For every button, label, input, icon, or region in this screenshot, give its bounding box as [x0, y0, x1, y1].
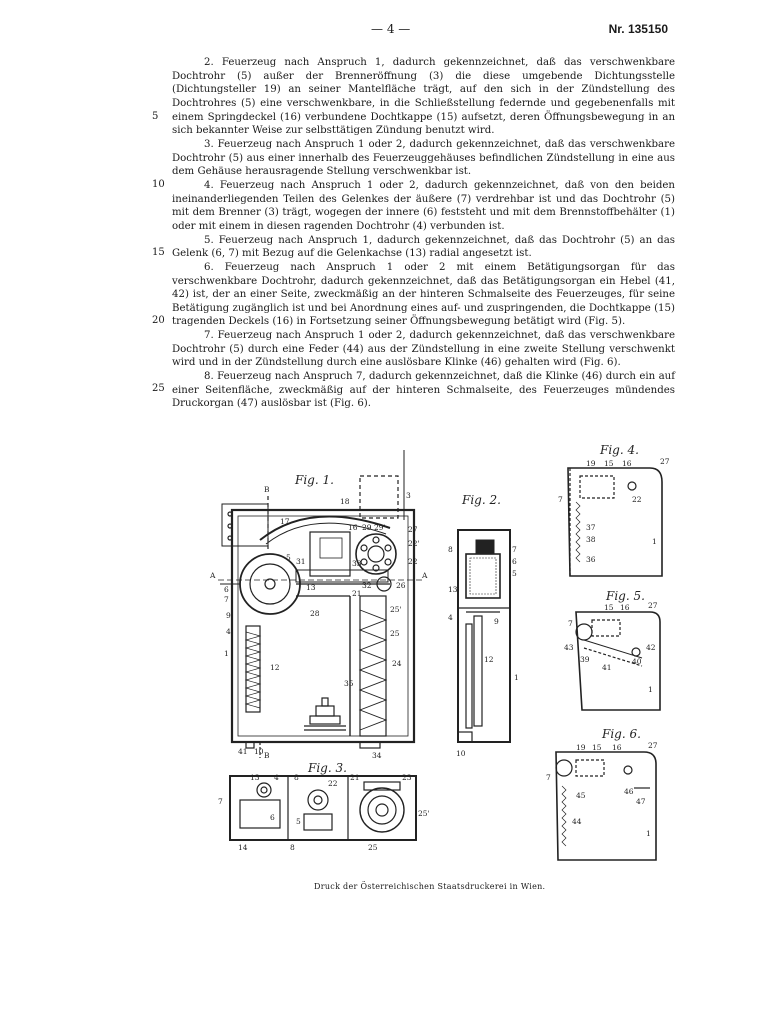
ref-label: 10: [456, 749, 466, 758]
ref-label: 46: [624, 787, 634, 796]
ref-label: 7: [568, 619, 573, 628]
technical-drawings: [200, 440, 680, 880]
ref-label: 28: [310, 609, 320, 618]
drawings-svg: [200, 440, 680, 880]
ref-label: 16: [620, 603, 630, 612]
claim-paragraph: 8. Feuerzeug nach Anspruch 7, dadurch gekennzeichnet, daß die Klinke (46) durch ein auf einer Seitenfläche, zweckmäßig auf der hinteren Schmalseite, des Feuerzeuges mündendes Druckorgan (47) auslösbar ist (Fig. 6).: [172, 371, 675, 410]
ref-label: 41: [238, 747, 248, 756]
ref-label: 5: [296, 817, 301, 826]
figure-1: [218, 450, 424, 758]
ref-label: 15: [604, 459, 614, 468]
ref-label: 4: [226, 627, 231, 636]
ref-label: 21: [352, 589, 362, 598]
ref-label: 19: [586, 459, 596, 468]
ref-label: 33: [352, 559, 362, 568]
fig1-spark-wheel: [356, 534, 396, 574]
ref-label: 6: [270, 813, 275, 822]
ref-label: 17: [280, 517, 290, 526]
ref-label: 29': [374, 523, 386, 532]
ref-label: 25': [390, 605, 402, 614]
figure-2: [458, 493, 510, 742]
ref-label: 14: [238, 843, 248, 852]
ref-label: 1: [652, 537, 657, 546]
ref-label: 32: [362, 581, 372, 590]
ref-label: 21: [350, 773, 360, 782]
claim-paragraph: 6. Feuerzeug nach Anspruch 1 oder 2 mit einem Betätigungsorgan für das verschwenkbare Dochtrohr, dadurch gekennzeichnet, daß das Betätigungsorgan ein Hebel (41, 42) ist, der an einer Seite, zweckmäßig an der hinteren Schmalseite des Feuerzeuges, für seine Betätigung zugänglich ist und bei Anordnung eines auf- und zuspringenden, die Dochtkappe (15) tragenden Deckels (16) in Fortsetzung seiner Öffnungsbewegung betätigt wird (Fig. 5).: [172, 261, 675, 328]
ref-label: 22: [408, 557, 418, 566]
page-header: [0, 22, 768, 42]
ref-label: 27: [648, 741, 658, 750]
ref-label: 7: [512, 545, 517, 554]
ref-label: 1: [224, 649, 229, 658]
ref-label: 4: [274, 773, 279, 782]
ref-label: 5: [512, 569, 517, 578]
ref-label: B: [264, 751, 270, 760]
ref-label: 19: [576, 743, 586, 752]
claim-paragraph: 2. Feuerzeug nach Anspruch 1, dadurch gekennzeichnet, daß das verschwenkbare Dochtrohr (5) außer der Brenneröffnung (3) die diese umgebende Dichtungsstelle (Dichtungsteller 19) an seiner Mantelfläche trägt, auf den sich in der Zündstellung des Dochtrohres (5) eine verschwenkbare, in die Schließstellung federnde und gegebenenfalls mit einem Springdeckel (16) verbundene Dochtkappe (15) aufsetzt, deren Öffnungsbewegung in an sich bekannter Weise zur selbsttätigen Zündung benutzt wird.: [172, 57, 675, 137]
ref-label: 25': [418, 809, 430, 818]
ref-label: 41: [602, 663, 612, 672]
ref-label: 12: [270, 663, 280, 672]
fig4-label: Fig. 4.: [600, 443, 639, 457]
ref-label: 12: [484, 655, 494, 664]
fig2-label: Fig. 2.: [462, 493, 501, 507]
ref-label: 1: [646, 829, 651, 838]
ref-label: 13: [306, 583, 316, 592]
ref-label: 27: [648, 601, 658, 610]
ref-label: 8: [290, 843, 295, 852]
ref-label: 47: [636, 797, 646, 806]
patent-number: Nr. 135150: [608, 22, 668, 36]
ref-label: 35: [344, 679, 354, 688]
claim-paragraph: 3. Feuerzeug nach Anspruch 1 oder 2, dadurch gekennzeichnet, daß das verschwenkbare Dochtrohr (5) aus einer innerhalb des Feuerzeuggehäuses befindlichen Zündstellung in eine aus dem Gehäuse herausragende Stellung verschwenkbar ist.: [172, 138, 675, 178]
ref-label: 16: [348, 523, 358, 532]
ref-label: 24: [392, 659, 402, 668]
ref-label: 16: [612, 743, 622, 752]
figure-4: [568, 443, 662, 576]
ref-label: 6: [224, 585, 229, 594]
ref-label: 26: [396, 581, 406, 590]
ref-label: 3: [406, 491, 411, 500]
claim-paragraph: 7. Feuerzeug nach Anspruch 1 oder 2, dadurch gekennzeichnet, daß das verschwenkbare Dochtrohr (5) durch eine Feder (44) aus der Zündstellung in eine zweite Stellung verschwenkt wird und in der Zündstellung durch eine auslösbare Klinke (46) gehalten wird (Fig. 6).: [172, 330, 675, 369]
ref-label: 25: [390, 629, 400, 638]
ref-label: 37: [586, 523, 596, 532]
ref-label: 8: [294, 773, 299, 782]
ref-label: 31: [296, 557, 306, 566]
ref-label: 44: [572, 817, 582, 826]
ref-label: 43: [564, 643, 574, 652]
ref-label: 23: [402, 773, 412, 782]
ref-label: 7: [546, 773, 551, 782]
ref-label: 1: [648, 685, 653, 694]
figure-6: [556, 727, 656, 860]
ref-label: 42: [646, 643, 656, 652]
ref-label: 7: [218, 797, 223, 806]
ref-label: 27: [408, 525, 418, 534]
ref-label: 25: [368, 843, 378, 852]
ref-label: 4: [448, 613, 453, 622]
ref-label: 9: [494, 617, 499, 626]
ref-label: 5: [286, 553, 291, 562]
fig3-label: Fig. 3.: [308, 761, 347, 775]
line-number: 25: [152, 383, 165, 394]
fig4-outline: [568, 468, 662, 576]
ref-label: 36: [586, 555, 596, 564]
line-number: 20: [152, 315, 165, 326]
ref-label: A: [210, 571, 216, 580]
ref-label: 6: [512, 557, 517, 566]
ref-label: 29: [362, 523, 372, 532]
claim-paragraph: 5. Feuerzeug nach Anspruch 1, dadurch gekennzeichnet, daß das Dochtrohr (5) an das Gelenk (6, 7) mit Bezug auf die Gelenkachse (13) radial angesetzt ist.: [172, 234, 675, 260]
ref-label: 9: [226, 611, 231, 620]
ref-label: 7: [224, 595, 229, 604]
fig5-label: Fig. 5.: [606, 589, 645, 603]
ref-label: 38: [586, 535, 596, 544]
ref-label: 16: [622, 459, 632, 468]
ref-label: 22: [632, 495, 642, 504]
ref-label: 10: [254, 747, 264, 756]
ref-label: 15: [604, 603, 614, 612]
ref-label: 7: [558, 495, 563, 504]
line-number: 5: [152, 111, 159, 122]
ref-label: 27: [660, 457, 670, 466]
line-number: 10: [152, 179, 165, 190]
fig6-label: Fig. 6.: [602, 727, 641, 741]
claim-paragraph: 4. Feuerzeug nach Anspruch 1 oder 2, dadurch gekennzeichnet, daß von den beiden ineinanderliegenden Teilen des Gelenkes der äußere (7) verdrehbar ist und das Dochtrohr (5) mit dem Brenner (3) trägt, wogegen der innere (6) feststeht und mit dem Brennstoffbehälter (1) oder mit einem in diesen ragenden Dochtrohr (4) verbunden ist.: [172, 179, 675, 232]
printer-note: Druck der Österreichischen Staatsdruckerei in Wien.: [314, 882, 546, 891]
fig6-outline: [556, 752, 656, 860]
ref-label: B: [264, 485, 270, 494]
ref-label: 13: [448, 585, 458, 594]
claims-text: [172, 56, 675, 411]
ref-label: 8: [448, 545, 453, 554]
ref-label: 45: [576, 791, 586, 800]
fig1-wheel-left: [240, 554, 300, 614]
fig1-label: Fig. 1.: [295, 473, 334, 487]
ref-label: 18: [340, 497, 350, 506]
ref-label: 22': [408, 539, 420, 548]
ref-label: 22: [328, 779, 338, 788]
ref-label: 1: [514, 673, 519, 682]
ref-label: 39: [580, 655, 590, 664]
ref-label: 34: [372, 751, 382, 760]
line-number: 15: [152, 247, 165, 258]
page-number: — 4 —: [371, 22, 411, 36]
ref-label: 13: [250, 773, 260, 782]
ref-label: A: [422, 571, 428, 580]
ref-label: 15: [592, 743, 602, 752]
ref-label: 40: [632, 657, 642, 666]
